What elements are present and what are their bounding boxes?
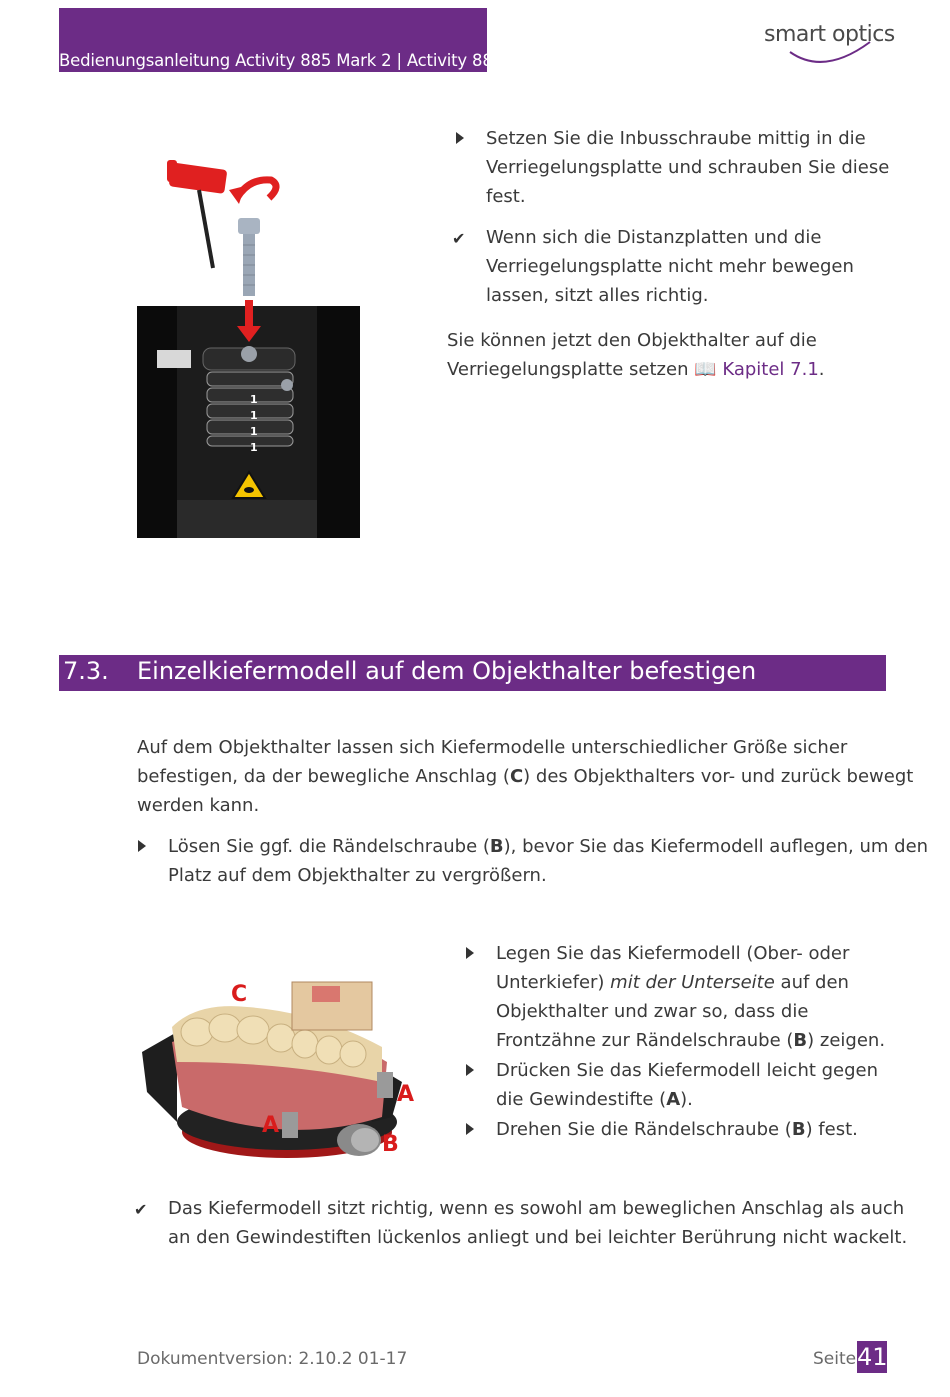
final-check [168,1194,907,1252]
jaw-model-illustration [137,972,422,1174]
step-press-line2-c: ). [680,1089,693,1110]
step-insert-screw-line2: Verriegelungsplatte und schrauben Sie diese [486,157,890,178]
intro-line1: Auf dem Objekthalter lassen sich Kiefermodelle unterschiedlicher Größe sicher [137,737,848,758]
plate-number-4: 1 [250,441,258,454]
step-place-line3: Objekthalter und zwar so, dass die [496,1001,809,1022]
step-place-line2-a: Unterkiefer) [496,972,611,993]
plate-number-1: 1 [250,393,258,406]
step-loosen-line1 [168,832,928,861]
step-tighten-screw [496,1115,858,1144]
check-icon: ✔ [452,229,466,248]
note-line2 [447,355,825,384]
step-place-line2 [496,968,885,997]
note-line2-prefix: Verriegelungsplatte setzen [447,359,695,380]
step-loosen-label-b: B [489,836,504,857]
page-label: Seite [813,1349,857,1369]
check-result-line2: Verriegelungsplatte nicht mehr bewegen [486,256,854,277]
step-place-label-b: B [793,1030,808,1051]
step-place-line2-b: auf den [774,972,849,993]
label-b: B [382,1132,399,1157]
check-result-plates [486,223,854,310]
check-result-line3: lassen, sitzt alles richtig. [486,285,709,306]
check-result-line1: Wenn sich die Distanzplatten und die [486,227,822,248]
label-a-right: A [397,1082,415,1107]
mounting-illustration [137,150,360,538]
intro-line3: werden kann. [137,795,260,816]
page-number: 41 [857,1343,888,1371]
note-next-step [447,326,825,384]
step-insert-screw-line1: Setzen Sie die Inbusschraube mittig in die [486,128,866,149]
intro-line2-a: befestigen, da der bewegliche Anschlag ( [137,766,510,787]
document-version: Dokumentversion: 2.10.2 01-17 [137,1349,408,1369]
step-tighten-c: ) fest. [805,1119,858,1140]
note-suffix: . [818,359,825,380]
book-icon: 📖 [694,359,717,380]
step-loosen-line2: Platz auf dem Objekthalter zu vergrößern. [168,865,547,886]
section-number: 7.3. [63,657,109,685]
step-press-line2 [496,1085,878,1114]
knurled-screw-icon [337,1124,381,1156]
step-bullet-icon [456,132,464,144]
section-heading [59,655,886,691]
rotation-arrow-icon [229,180,276,204]
header-bar [59,8,503,72]
logo-text: smart optics [764,22,895,47]
step-place-model [496,939,885,1055]
step-tighten-label-b: B [791,1119,806,1140]
intro-line2-c: ) des Objekthalters vor- und zurück bewegt [523,766,914,787]
step-press-line2-a: die Gewindestifte ( [496,1089,667,1110]
label-a-left: A [262,1113,280,1138]
step-place-emphasis: mit der Unterseite [610,972,775,993]
step-place-line1: Legen Sie das Kiefermodell (Ober- oder [496,943,850,964]
step-press-model [496,1056,878,1114]
hex-screw-icon [238,218,260,296]
check-icon: ✔ [134,1200,148,1219]
step-bullet-icon [466,1064,474,1076]
note-line1: Sie können jetzt den Objekthalter auf die [447,330,817,351]
step-insert-screw-line3: fest. [486,186,526,207]
final-check-line2: an den Gewindestiften lückenlos anliegt und bei leichter Berührung nicht wackelt. [168,1227,908,1248]
step-insert-screw [486,124,889,211]
step-tighten-a: Drehen Sie die Rändelschraube ( [496,1119,792,1140]
intro-paragraph [137,733,913,820]
step-loosen-line1-c: ), bevor Sie das Kiefermodell auflegen, um den [503,836,929,857]
step-bullet-icon [138,840,146,852]
intro-label-c: C [509,766,524,787]
step-bullet-icon [466,947,474,959]
intro-line2 [137,762,913,791]
step-place-line4-c: ) zeigen. [807,1030,886,1051]
step-press-line1: Drücken Sie das Kiefermodell leicht gegen [496,1060,879,1081]
plate-number-3: 1 [250,425,258,438]
section-title: Einzelkiefermodell auf dem Objekthalter befestigen [137,657,757,685]
final-check-line1: Das Kiefermodell sitzt richtig, wenn es sowohl am beweglichen Anschlag als auch [168,1198,905,1219]
step-place-line4 [496,1026,885,1055]
step-bullet-icon [466,1123,474,1135]
document-title: Bedienungsanleitung Activity 885 Mark 2 | Activity 888 [59,51,503,70]
logo-swoosh-icon [762,20,887,68]
step-place-line4-a: Frontzähne zur Rändelschraube ( [496,1030,794,1051]
step-press-label-a: A [666,1089,681,1110]
label-c: C [231,982,248,1007]
smart-optics-logo [762,20,895,68]
allen-wrench-icon [167,160,227,268]
step-loosen-screw [168,832,928,890]
plate-number-2: 1 [250,409,258,422]
step-loosen-line1-a: Lösen Sie ggf. die Rändelschraube ( [168,836,490,857]
chapter-link[interactable]: Kapitel 7.1 [722,359,819,380]
